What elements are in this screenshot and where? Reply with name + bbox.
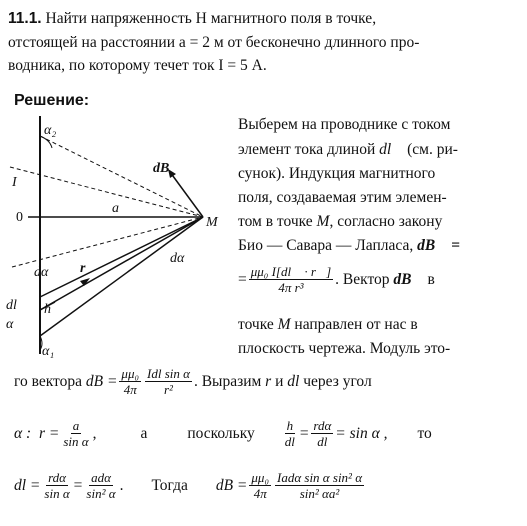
- label-I: I: [12, 175, 17, 190]
- label-zero: 0: [16, 210, 23, 225]
- problem-line-2: отстоящей на расстоянии a = 2 м от бесконечно длинного про-: [8, 34, 420, 51]
- label-alpha2: α₂: [44, 123, 57, 138]
- text-line-5: том в точке M, согласно закону: [238, 213, 443, 230]
- label-a: a: [112, 201, 119, 216]
- label-M: M: [206, 215, 218, 230]
- text-line-4: поля, создаваемая этим элемен-: [238, 189, 447, 206]
- text-line-8: точке M направлен от нас в: [238, 316, 418, 333]
- text-line-3: сунок). Индукция магнитного: [238, 165, 436, 182]
- ray-r-bottom: [40, 217, 203, 336]
- text-line-1: Выберем на проводнике с током: [238, 116, 451, 133]
- label-alpha: α: [6, 317, 14, 332]
- label-dalpha-right: dα: [170, 251, 185, 266]
- label-r: r⃗: [80, 261, 97, 276]
- label-h: h: [44, 302, 51, 317]
- label-alpha1: α₁: [42, 344, 55, 359]
- problem-text-1: Найти напряженность H магнитного поля в точке,: [45, 10, 377, 27]
- text-line-2: элемент тока длиной dl⃗ (см. ри-: [238, 141, 458, 158]
- problem-number: 11.1.: [8, 10, 42, 27]
- text-line-11: α : r = $\frac{a}{\text{sin α}}$ , а поскольку $\frac{h}{dl}$ = $\frac{\text{rdα}}{dl}$ = sin α , то: [14, 418, 432, 449]
- figure-diagram: [0, 114, 230, 359]
- text-line-12: dl = $\frac{\text{rdα}}{\text{sin α}}$ = $\frac{\text{adα}}{\text{sin² α}}$ . Тогда dB = $\frac{\text{μμ₀}}{4\pi}$ $\frac{\text{Iadα sin α sin² α}}{\text{sin² αa²}}$: [14, 470, 363, 501]
- text-line-10: го вектора dB = $\frac{\text{μμ₀}}{4\pi}$ $\frac{\text{Idl sin α}}{\text{r²}}$ . Выразим r и dl через угол: [14, 366, 372, 397]
- text-line-9: плоскость чертежа. Модуль это-: [238, 340, 451, 357]
- text-line-6: Био — Савара — Лапласа, dB⃗ =: [238, 237, 460, 254]
- label-dl: dl: [6, 298, 17, 313]
- solution-heading: Решение:: [14, 92, 90, 109]
- label-dB: dB⃗: [153, 161, 181, 176]
- text-line-7: = $\frac{\text{μμ₀ I[dl⃗ · r⃗]}}{\text{4π r³}}$ . Вектор dB⃗ в: [238, 264, 435, 295]
- dashed-line-top: [40, 136, 203, 217]
- dB-vector: [170, 172, 203, 217]
- problem-line-3: водника, по которому течет ток I = 5 А.: [8, 57, 267, 74]
- problem-line-1: [8, 8, 376, 30]
- biot-savart-fraction: $\frac{\text{μμ₀ I[dl⃗ · r⃗]}}{\text{4π r³}}$: [250, 264, 332, 295]
- label-dalpha-left: dα: [34, 265, 49, 280]
